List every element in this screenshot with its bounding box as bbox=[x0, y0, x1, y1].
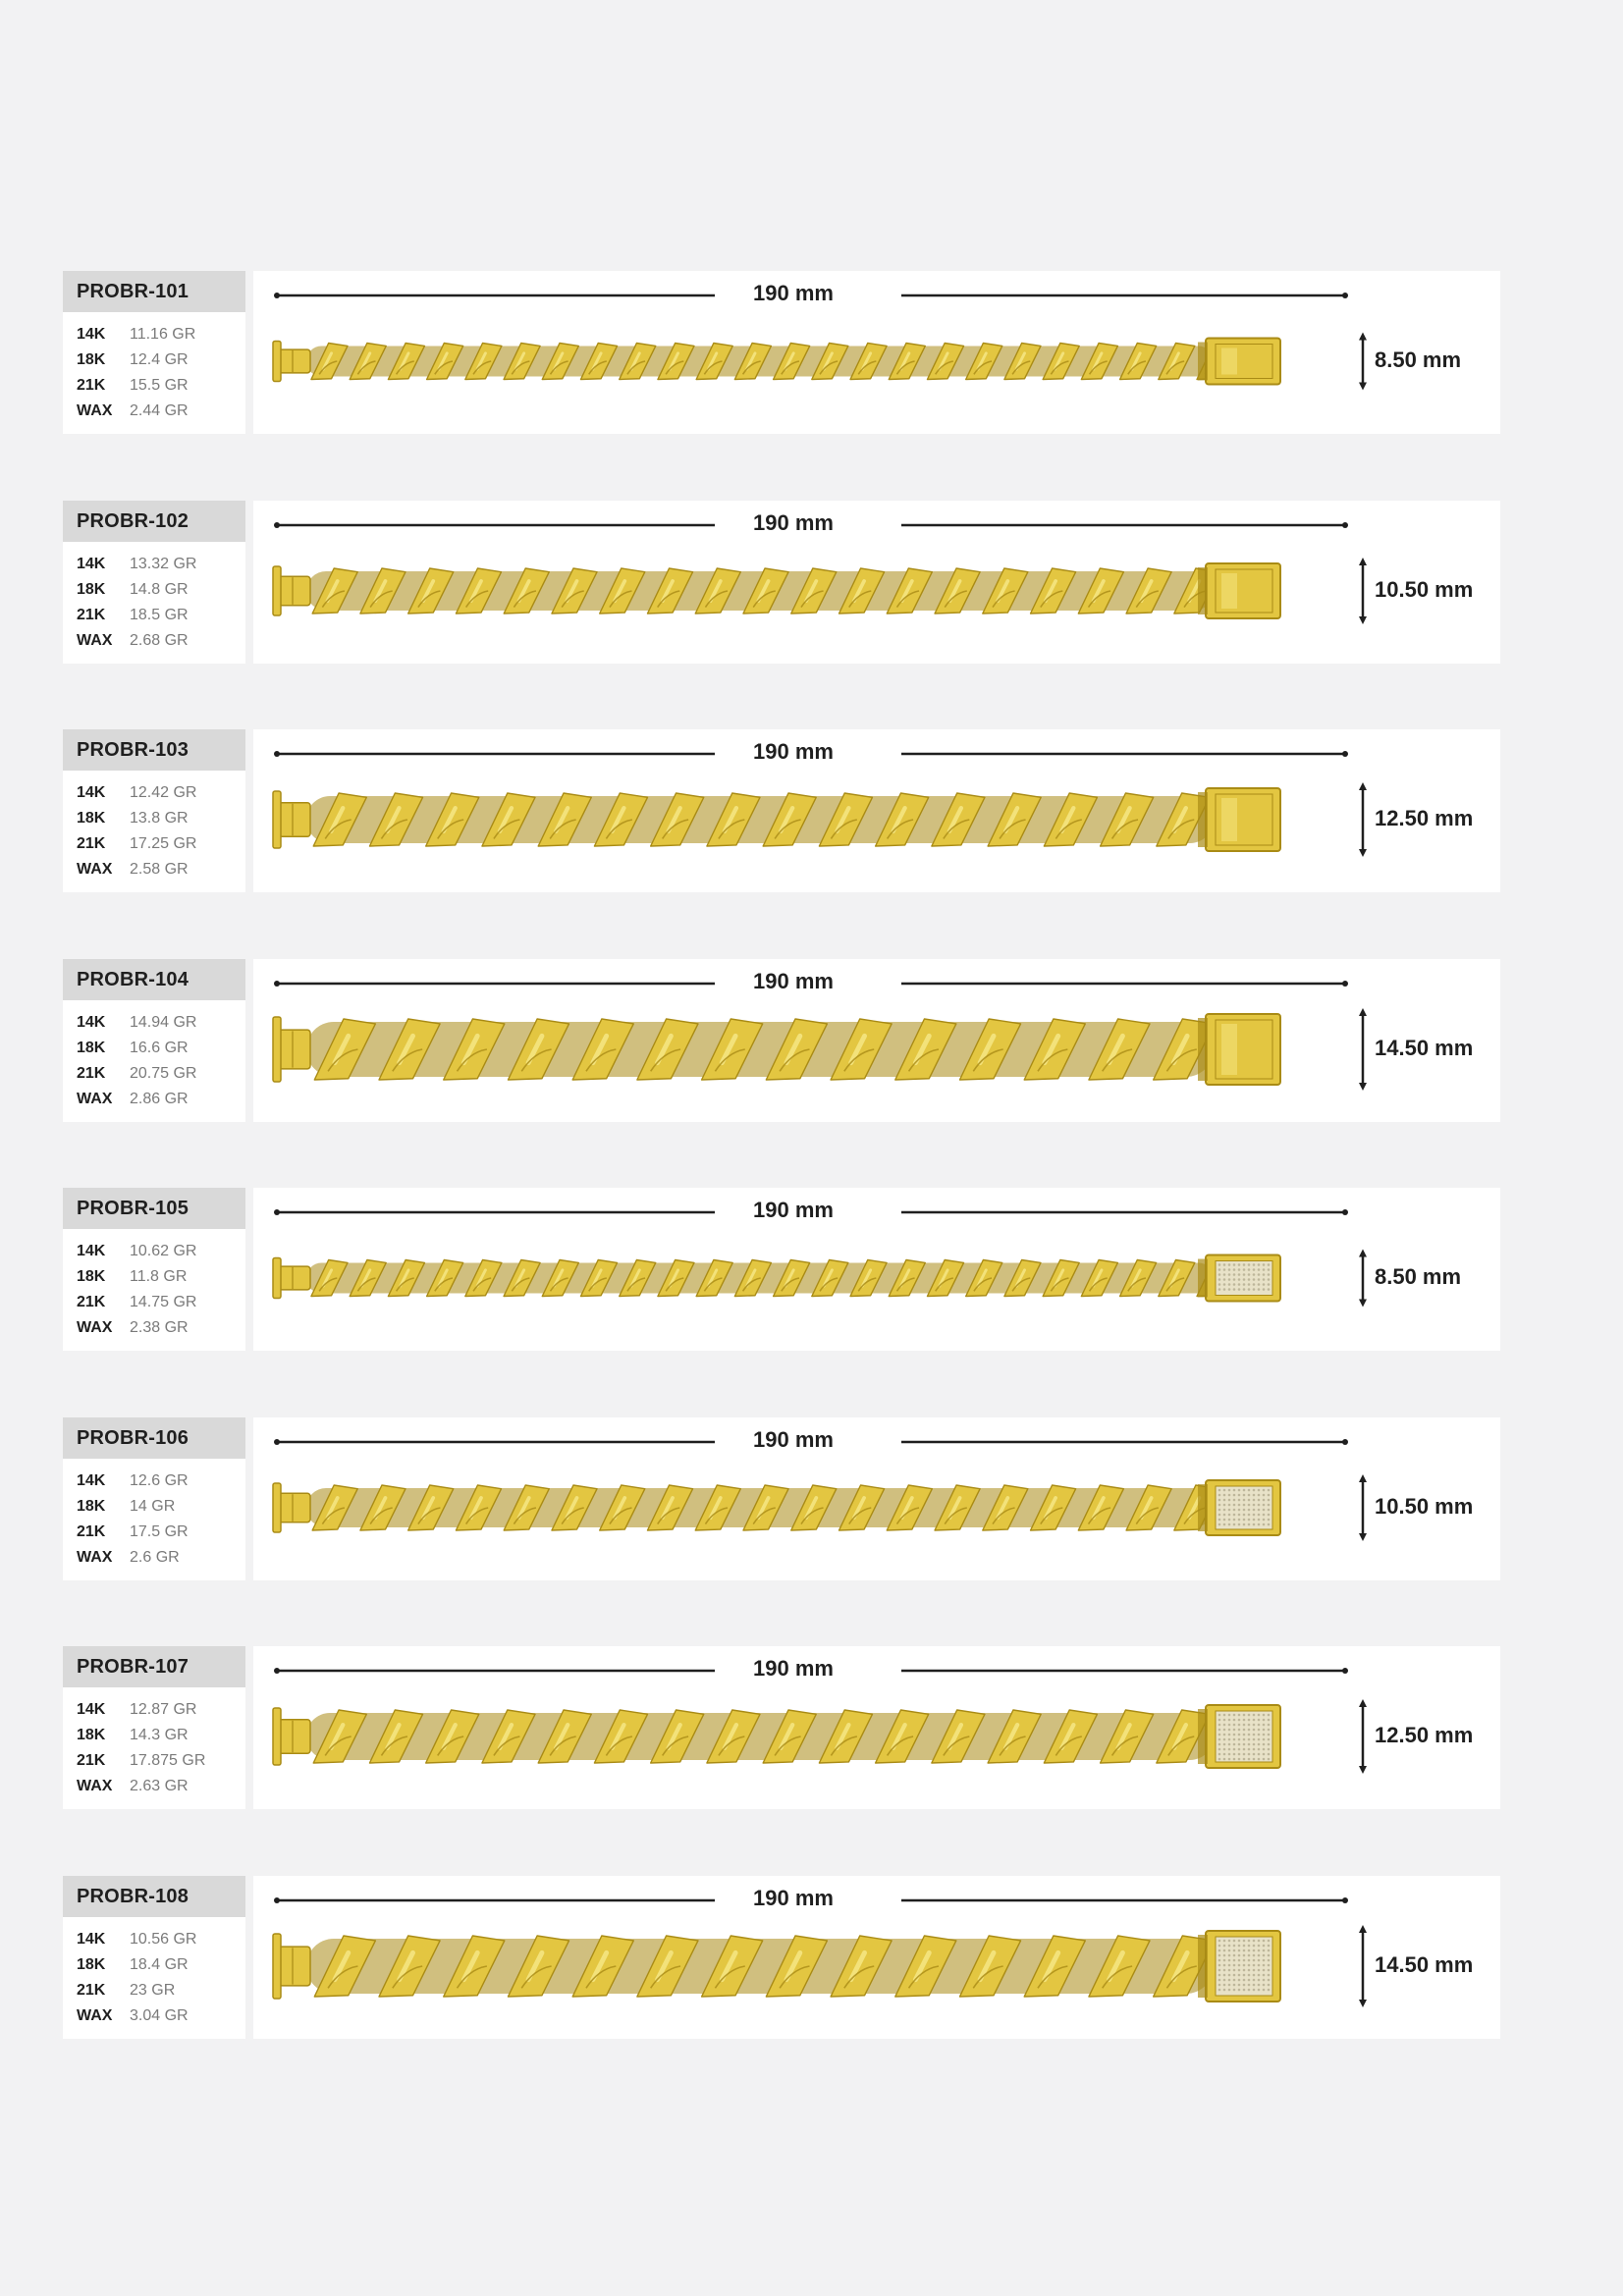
pave-box-clasp bbox=[1198, 1480, 1280, 1535]
weight-row bbox=[77, 1239, 196, 1264]
weight-value: 11.8 GR bbox=[130, 1268, 188, 1285]
clasp-tongue bbox=[273, 1708, 310, 1765]
metal-label: 21K bbox=[77, 1065, 106, 1082]
weight-row bbox=[77, 1087, 196, 1112]
width-label: 14.50 mm bbox=[1375, 1036, 1474, 1060]
weight-value: 12.4 GR bbox=[130, 351, 189, 368]
weight-value: 13.32 GR bbox=[130, 556, 197, 572]
weight-row bbox=[77, 780, 196, 806]
product-code: PROBR-102 bbox=[63, 501, 245, 542]
bracelet-panel bbox=[253, 271, 1500, 434]
length-label: 190 mm bbox=[753, 1198, 834, 1222]
metal-label: 14K bbox=[77, 1701, 106, 1718]
weight-value: 2.58 GR bbox=[130, 861, 189, 878]
weight-value: 14.3 GR bbox=[130, 1727, 189, 1743]
width-label: 10.50 mm bbox=[1375, 1494, 1474, 1519]
pave-box-clasp bbox=[1198, 1705, 1280, 1768]
weight-value: 2.38 GR bbox=[130, 1319, 189, 1336]
product-info bbox=[63, 1876, 245, 2039]
weight-row bbox=[77, 347, 195, 373]
weight-value: 14.75 GR bbox=[130, 1294, 197, 1310]
box-clasp bbox=[1198, 1014, 1280, 1085]
bracelet-chain bbox=[306, 1936, 1278, 1997]
weight-value: 23 GR bbox=[130, 1982, 176, 1999]
weight-row bbox=[77, 1927, 196, 1952]
metal-label: 14K bbox=[77, 784, 106, 801]
width-dimension-line bbox=[1359, 1925, 1367, 2007]
weight-value: 15.5 GR bbox=[130, 377, 189, 394]
weight-list bbox=[77, 780, 196, 882]
width-label: 12.50 mm bbox=[1375, 1723, 1474, 1747]
product-row bbox=[63, 1876, 1500, 2039]
weight-value: 12.87 GR bbox=[130, 1701, 197, 1718]
clasp-tongue bbox=[273, 1934, 310, 1999]
product-info bbox=[63, 271, 245, 434]
product-row bbox=[63, 271, 1500, 434]
weight-row bbox=[77, 1978, 196, 2003]
metal-label: 14K bbox=[77, 556, 106, 572]
weight-value: 17.875 GR bbox=[130, 1752, 206, 1769]
metal-label: 18K bbox=[77, 1956, 106, 1973]
bracelet-chain bbox=[306, 344, 1233, 380]
weight-row bbox=[77, 399, 195, 424]
width-label: 14.50 mm bbox=[1375, 1952, 1474, 1977]
weight-value: 3.04 GR bbox=[130, 2007, 189, 2024]
weight-list bbox=[77, 1239, 196, 1341]
width-label: 10.50 mm bbox=[1375, 577, 1474, 602]
width-dimension-line bbox=[1359, 1250, 1367, 1308]
bracelet-panel bbox=[253, 1188, 1500, 1351]
length-label: 190 mm bbox=[753, 1886, 834, 1910]
product-code: PROBR-108 bbox=[63, 1876, 245, 1917]
weight-row bbox=[77, 1061, 196, 1087]
metal-label: WAX bbox=[77, 2007, 113, 2024]
weight-value: 14.94 GR bbox=[130, 1014, 197, 1031]
length-label: 190 mm bbox=[753, 969, 834, 993]
bracelet-panel bbox=[253, 959, 1500, 1122]
metal-label: WAX bbox=[77, 861, 113, 878]
weight-row bbox=[77, 1010, 196, 1036]
bracelet-chain bbox=[306, 568, 1219, 614]
weight-row bbox=[77, 1748, 205, 1774]
product-row bbox=[63, 1646, 1500, 1809]
metal-label: 21K bbox=[77, 1982, 106, 1999]
pave-box-clasp bbox=[1198, 1931, 1280, 2002]
metal-label: 18K bbox=[77, 1498, 106, 1515]
weight-value: 2.68 GR bbox=[130, 632, 189, 649]
product-info bbox=[63, 959, 245, 1122]
product-row bbox=[63, 1188, 1500, 1351]
product-info bbox=[63, 501, 245, 664]
metal-label: 18K bbox=[77, 810, 106, 827]
weight-row bbox=[77, 577, 196, 603]
box-clasp bbox=[1198, 788, 1280, 851]
width-dimension-line bbox=[1359, 333, 1367, 391]
weight-value: 10.62 GR bbox=[130, 1243, 197, 1259]
weight-value: 17.5 GR bbox=[130, 1523, 189, 1540]
weight-value: 11.16 GR bbox=[130, 326, 196, 343]
width-dimension-line bbox=[1359, 782, 1367, 857]
product-row bbox=[63, 959, 1500, 1122]
length-label: 190 mm bbox=[753, 739, 834, 764]
width-label: 12.50 mm bbox=[1375, 806, 1474, 830]
width-label: 8.50 mm bbox=[1375, 347, 1462, 372]
weight-list bbox=[77, 322, 195, 424]
weight-value: 12.6 GR bbox=[130, 1472, 189, 1489]
weight-value: 2.86 GR bbox=[130, 1091, 189, 1107]
metal-label: 21K bbox=[77, 1752, 106, 1769]
weight-value: 17.25 GR bbox=[130, 835, 197, 852]
metal-label: 18K bbox=[77, 351, 106, 368]
product-code: PROBR-104 bbox=[63, 959, 245, 1000]
metal-label: 21K bbox=[77, 1294, 106, 1310]
metal-label: 18K bbox=[77, 1268, 106, 1285]
bracelet-chain bbox=[306, 1710, 1266, 1763]
weight-value: 18.4 GR bbox=[130, 1956, 189, 1973]
weight-row bbox=[77, 603, 196, 628]
metal-label: 21K bbox=[77, 835, 106, 852]
width-dimension-line bbox=[1359, 1699, 1367, 1774]
product-row bbox=[63, 501, 1500, 664]
length-label: 190 mm bbox=[753, 1656, 834, 1681]
weight-list bbox=[77, 1927, 196, 2029]
weight-row bbox=[77, 806, 196, 831]
weight-value: 13.8 GR bbox=[130, 810, 189, 827]
weight-row bbox=[77, 2003, 196, 2029]
weight-value: 18.5 GR bbox=[130, 607, 189, 623]
product-info bbox=[63, 1188, 245, 1351]
metal-label: 21K bbox=[77, 1523, 106, 1540]
metal-label: 14K bbox=[77, 1243, 106, 1259]
clasp-tongue bbox=[273, 1258, 310, 1299]
metal-label: 21K bbox=[77, 607, 106, 623]
weight-value: 2.63 GR bbox=[130, 1778, 189, 1794]
product-code: PROBR-103 bbox=[63, 729, 245, 771]
weight-row bbox=[77, 628, 196, 654]
product-code: PROBR-101 bbox=[63, 271, 245, 312]
weight-row bbox=[77, 857, 196, 882]
weight-row bbox=[77, 552, 196, 577]
weight-value: 14.8 GR bbox=[130, 581, 189, 598]
bracelet-panel bbox=[253, 1417, 1500, 1580]
clasp-tongue bbox=[273, 1483, 310, 1532]
metal-label: 14K bbox=[77, 1931, 106, 1948]
metal-label: WAX bbox=[77, 1549, 113, 1566]
weight-row bbox=[77, 1723, 205, 1748]
product-code: PROBR-105 bbox=[63, 1188, 245, 1229]
product-row bbox=[63, 729, 1500, 892]
weight-list bbox=[77, 1697, 205, 1799]
weight-row bbox=[77, 1774, 205, 1799]
weight-list bbox=[77, 1010, 196, 1112]
weight-list bbox=[77, 1468, 189, 1571]
product-code: PROBR-106 bbox=[63, 1417, 245, 1459]
weight-row bbox=[77, 1264, 196, 1290]
weight-row bbox=[77, 1520, 189, 1545]
weight-row bbox=[77, 373, 195, 399]
product-code: PROBR-107 bbox=[63, 1646, 245, 1687]
length-label: 190 mm bbox=[753, 281, 834, 305]
metal-label: 14K bbox=[77, 326, 106, 343]
metal-label: 18K bbox=[77, 1727, 106, 1743]
weight-row bbox=[77, 1036, 196, 1061]
product-row bbox=[63, 1417, 1500, 1580]
weight-list bbox=[77, 552, 196, 654]
clasp-tongue bbox=[273, 566, 310, 615]
metal-label: 18K bbox=[77, 1040, 106, 1056]
width-label: 8.50 mm bbox=[1375, 1264, 1462, 1289]
weight-row bbox=[77, 1494, 189, 1520]
bracelet-chain bbox=[306, 793, 1266, 846]
pave-box-clasp bbox=[1198, 1255, 1280, 1302]
weight-row bbox=[77, 322, 195, 347]
bracelet-panel bbox=[253, 1646, 1500, 1809]
metal-label: 21K bbox=[77, 377, 106, 394]
bracelet-chain bbox=[306, 1260, 1233, 1297]
bracelet-chain bbox=[306, 1019, 1278, 1080]
box-clasp bbox=[1198, 563, 1280, 618]
metal-label: WAX bbox=[77, 1778, 113, 1794]
metal-label: 18K bbox=[77, 581, 106, 598]
weight-value: 20.75 GR bbox=[130, 1065, 197, 1082]
weight-row bbox=[77, 1952, 196, 1978]
width-dimension-line bbox=[1359, 1474, 1367, 1541]
weight-row bbox=[77, 1315, 196, 1341]
width-dimension-line bbox=[1359, 558, 1367, 624]
weight-row bbox=[77, 831, 196, 857]
weight-row bbox=[77, 1468, 189, 1494]
length-label: 190 mm bbox=[753, 1427, 834, 1452]
weight-value: 2.44 GR bbox=[130, 402, 189, 419]
metal-label: WAX bbox=[77, 1091, 113, 1107]
bracelet-panel bbox=[253, 729, 1500, 892]
metal-label: WAX bbox=[77, 632, 113, 649]
metal-label: 14K bbox=[77, 1014, 106, 1031]
weight-value: 2.6 GR bbox=[130, 1549, 180, 1566]
weight-value: 12.42 GR bbox=[130, 784, 197, 801]
metal-label: WAX bbox=[77, 402, 113, 419]
clasp-tongue bbox=[273, 791, 310, 848]
weight-row bbox=[77, 1697, 205, 1723]
product-info bbox=[63, 1417, 245, 1580]
bracelet-panel bbox=[253, 501, 1500, 664]
weight-value: 14 GR bbox=[130, 1498, 176, 1515]
weight-value: 10.56 GR bbox=[130, 1931, 197, 1948]
metal-label: 14K bbox=[77, 1472, 106, 1489]
metal-label: WAX bbox=[77, 1319, 113, 1336]
weight-row bbox=[77, 1290, 196, 1315]
clasp-tongue bbox=[273, 1017, 310, 1082]
product-info bbox=[63, 1646, 245, 1809]
weight-value: 16.6 GR bbox=[130, 1040, 189, 1056]
weight-row bbox=[77, 1545, 189, 1571]
product-info bbox=[63, 729, 245, 892]
box-clasp bbox=[1198, 339, 1280, 385]
bracelet-panel bbox=[253, 1876, 1500, 2039]
bracelet-chain bbox=[306, 1485, 1219, 1530]
width-dimension-line bbox=[1359, 1008, 1367, 1091]
length-label: 190 mm bbox=[753, 510, 834, 535]
clasp-tongue bbox=[273, 342, 310, 382]
